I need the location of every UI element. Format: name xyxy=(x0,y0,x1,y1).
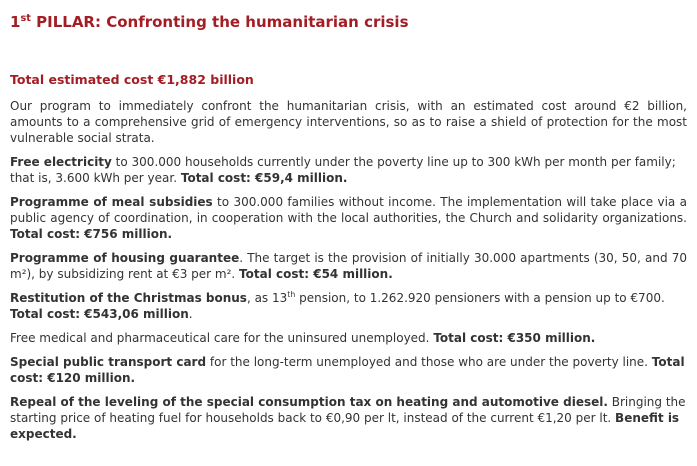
item-superscript: th xyxy=(287,290,296,299)
title-superscript: st xyxy=(20,13,31,24)
item-body: Bringing the starting price of heating fuel for households back to €0,90 per lt, instead of the current €1,20 per lt. xyxy=(10,395,686,425)
item-lead: Repeal of the leveling of the special consumption tax on heating and automotive diesel. xyxy=(10,395,608,409)
item-cost: Total cost: €350 million. xyxy=(433,331,596,345)
item-cost: Total cost: €756 million. xyxy=(10,227,173,241)
item-meal-subsidies xyxy=(10,194,687,242)
item-medical-care xyxy=(10,330,687,346)
title-text: PILLAR: Confronting the humanitarian crisis xyxy=(30,13,409,31)
item-body: , as 13 xyxy=(246,291,288,305)
item-lead: Restitution of the Christmas bonus xyxy=(10,291,247,305)
page-title xyxy=(10,12,687,32)
item-cost: Total cost: €54 million. xyxy=(239,267,393,281)
item-cost: Total cost: €59,4 million. xyxy=(180,171,348,185)
item-housing-guarantee xyxy=(10,250,687,282)
item-lead: Programme of housing guarantee xyxy=(10,251,240,265)
item-body: for the long-term unemployed and those who are under the poverty line. xyxy=(206,355,652,369)
total-cost-heading: Total estimated cost €1,882 billion xyxy=(10,72,254,87)
item-cost: Benefit is expected. xyxy=(10,411,680,441)
item-diesel-tax-repeal xyxy=(10,394,687,442)
item-lead: Programme of meal subsidies xyxy=(10,195,213,209)
item-body: . The target is the provision of initially 30.000 apartments (30, 50, and 70 m²), by subsidizing rent at €3 per m². xyxy=(10,251,687,281)
item-cost: Total cost: €120 million. xyxy=(10,355,685,385)
intro-paragraph: Our program to immediately confront the humanitarian crisis, with an estimated cost around €2 billion, amounts to a comprehensive grid of emergency interventions, so as to raise a shield of protection for the most vulnerable social strata. xyxy=(10,99,687,145)
item-body: to 300.000 households currently under the poverty line up to 300 kWh per month per family; that is, 3.600 kWh per year. xyxy=(10,155,676,185)
title-prefix: 1 xyxy=(10,13,21,31)
item-lead: Free electricity xyxy=(10,155,112,169)
item-body-continued: pension, to 1.262.920 pensioners with a pension up to €700. xyxy=(295,291,665,305)
item-cost: Total cost: €543,06 million xyxy=(10,307,189,321)
item-body: Free medical and pharmaceutical care for the uninsured unemployed. xyxy=(10,331,434,345)
item-tail: . xyxy=(188,307,193,321)
item-free-electricity xyxy=(10,154,687,186)
item-transport-card xyxy=(10,354,687,386)
item-body: to 300.000 families without income. The implementation will take place via a public agency of coordination, in cooperation with the local authorities, the Church and solidarity organizations. xyxy=(10,195,687,225)
item-lead: Special public transport card xyxy=(10,355,207,369)
item-christmas-bonus xyxy=(10,290,687,322)
